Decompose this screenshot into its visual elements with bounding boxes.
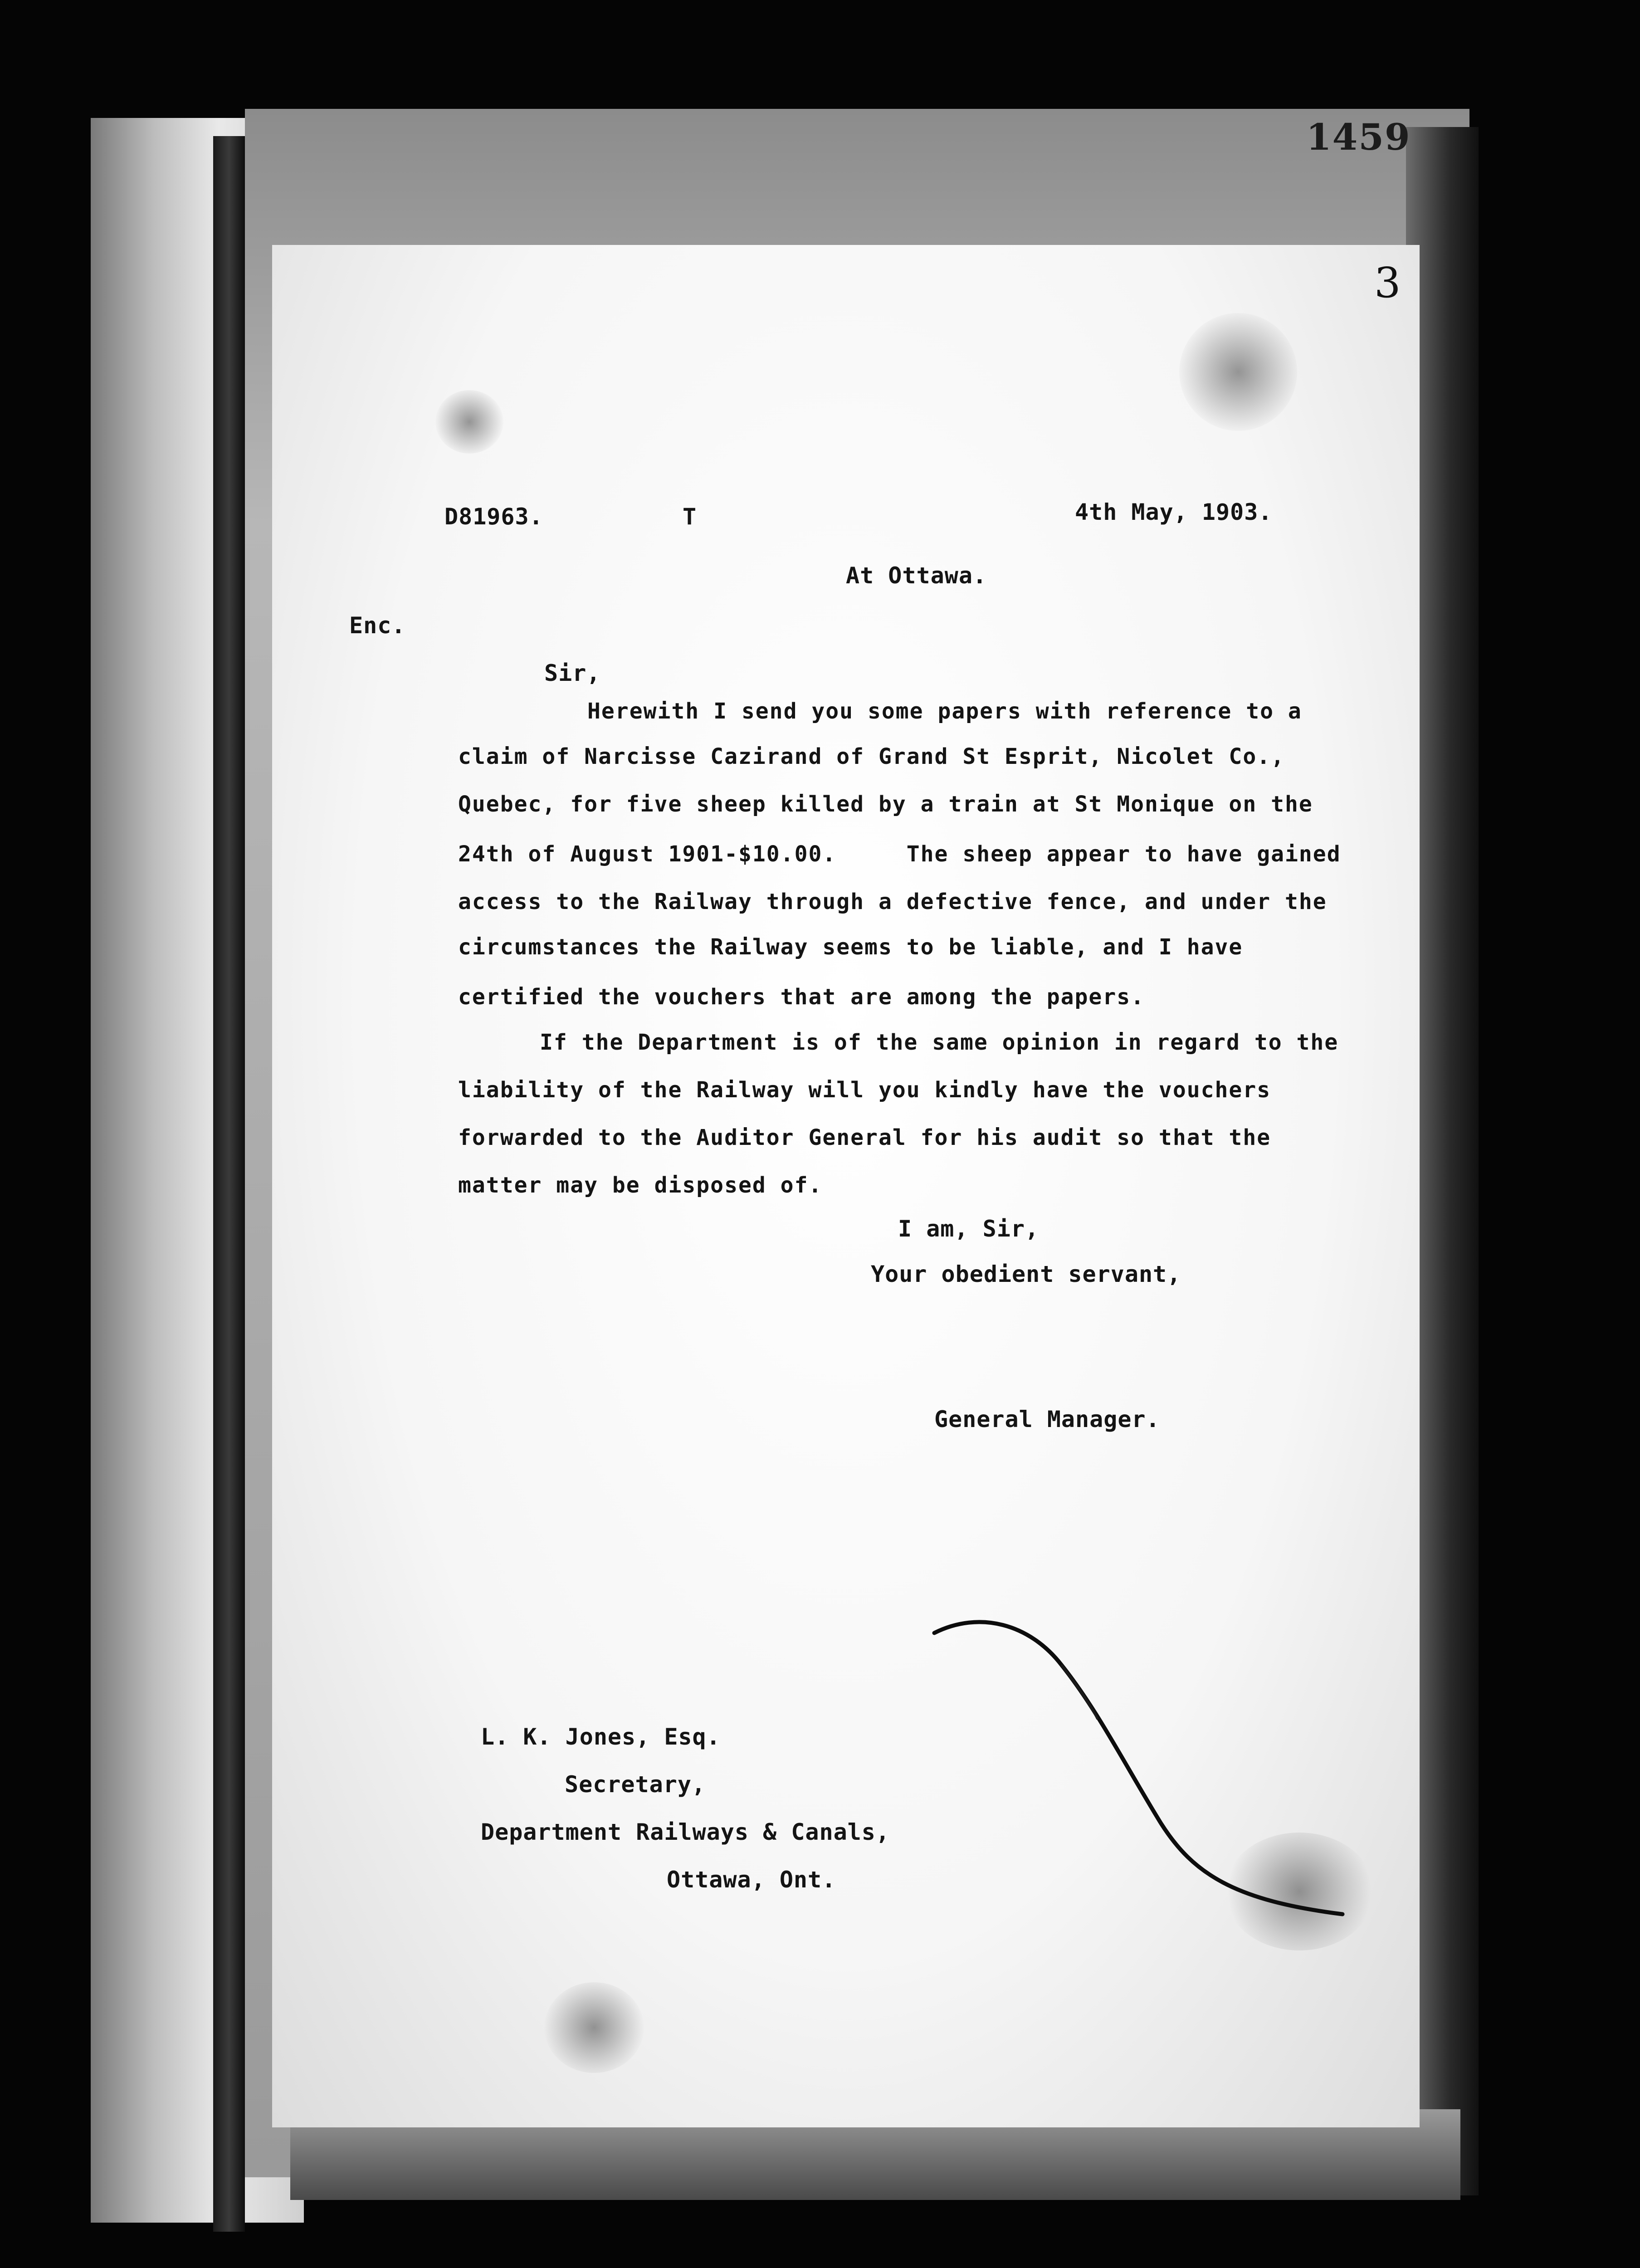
body-line: matter may be disposed of. xyxy=(458,1173,823,1198)
addressee-title: Secretary, xyxy=(565,1771,706,1798)
salutation: Sir, xyxy=(544,660,601,686)
signatory-title: General Manager. xyxy=(934,1406,1160,1432)
enclosure-note: Enc. xyxy=(349,612,406,639)
body-line: circumstances the Railway seems to be liable, and I have xyxy=(458,934,1243,960)
letter-reference-mark: T xyxy=(683,503,697,530)
binding-shadow xyxy=(213,136,245,2232)
body-line: forwarded to the Auditor General for his audit so that the xyxy=(458,1125,1271,1150)
letter-place: At Ottawa. xyxy=(846,562,987,589)
ink-smudge xyxy=(544,1982,644,2073)
body-line: access to the Railway through a defective fence, and under the xyxy=(458,889,1327,914)
letter-reference: D81963. xyxy=(444,503,543,530)
addressee-department: Department Railways & Canals, xyxy=(481,1819,890,1845)
addressee-city: Ottawa, Ont. xyxy=(667,1867,836,1893)
body-line: certified the vouchers that are among the papers. xyxy=(458,984,1145,1010)
ink-smudge xyxy=(1179,313,1297,431)
ink-smudge xyxy=(435,390,503,454)
body-line: claim of Narcisse Cazirand of Grand St Esprit, Nicolet Co., xyxy=(458,744,1285,769)
body-line: 24th of August 1901-$10.00. The sheep appear to have gained xyxy=(458,841,1341,867)
body-line: If the Department is of the same opinion in regard to the xyxy=(540,1030,1339,1055)
body-line: Herewith I send you some papers with reference to a xyxy=(587,699,1302,724)
addressee-name: L. K. Jones, Esq. xyxy=(481,1724,721,1750)
body-line: Quebec, for five sheep killed by a train at St Monique on the xyxy=(458,792,1313,817)
page-number: 1459 xyxy=(1306,116,1411,158)
body-line: liability of the Railway will you kindly have the vouchers xyxy=(458,1077,1271,1103)
handwritten-signature xyxy=(925,1615,1361,1932)
folio-mark: 3 xyxy=(1374,259,1401,307)
letter-date: 4th May, 1903. xyxy=(1075,499,1273,525)
closing-line: Your obedient servant, xyxy=(871,1261,1181,1287)
closing-line: I am, Sir, xyxy=(898,1216,1040,1242)
